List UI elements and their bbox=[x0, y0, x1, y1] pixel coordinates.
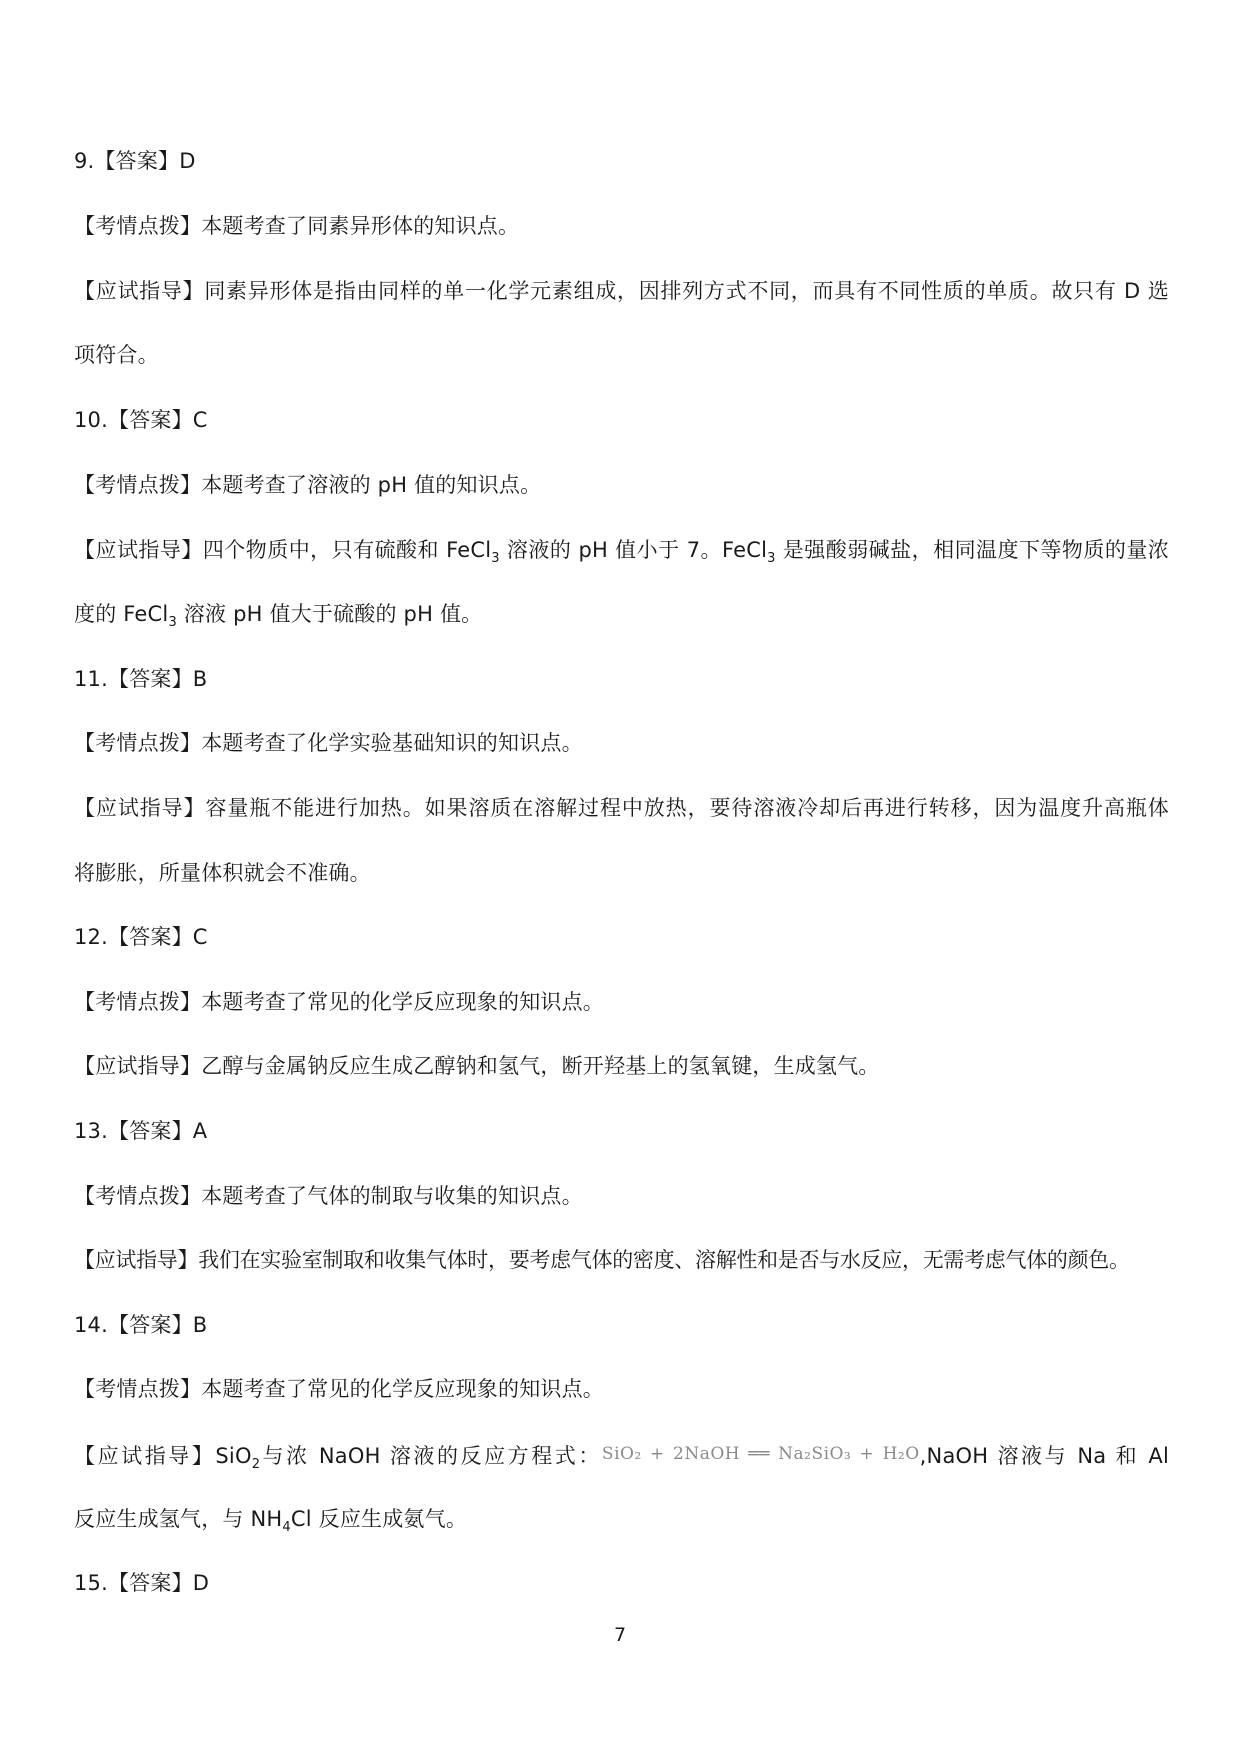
q14-equation: SiO₂ + 2NaOH ══ Na₂SiO₃ + H₂O bbox=[601, 1444, 920, 1464]
q14-guide-b: 与浓 NaOH 溶液的反应方程式： bbox=[260, 1444, 602, 1468]
q10-sub-b: 3 bbox=[767, 551, 776, 567]
q12-answer: 12.【答案】C bbox=[74, 925, 208, 949]
q12-point: 【考情点拨】本题考查了常见的化学反应现象的知识点。 bbox=[74, 990, 604, 1014]
q10-point: 【考情点拨】本题考查了溶液的 pH 值的知识点。 bbox=[74, 473, 542, 497]
q14-guide-line1 bbox=[74, 1439, 1169, 1480]
q14-guide-e: Cl 反应生成氨气。 bbox=[290, 1507, 468, 1531]
q9-point: 【考情点拨】本题考查了同素异形体的知识点。 bbox=[74, 214, 520, 238]
q9-guide-line1: 【应试指导】同素异形体是指由同样的单一化学元素组成，因排列方式不同，而具有不同性质的单质。故只有 D 选 bbox=[74, 279, 1169, 303]
q14-sub-4: 4 bbox=[282, 1520, 291, 1536]
q10-guide-b: 溶液的 pH 值小于 7。FeCl bbox=[499, 538, 768, 562]
q10-guide-line2 bbox=[74, 599, 1169, 638]
q15-answer: 15.【答案】D bbox=[74, 1571, 210, 1595]
q13-answer: 13.【答案】A bbox=[74, 1119, 208, 1143]
q13-point: 【考情点拨】本题考查了气体的制取与收集的知识点。 bbox=[74, 1184, 583, 1208]
q14-guide-a: 【应试指导】SiO bbox=[74, 1444, 252, 1468]
q9-answer: 9.【答案】D bbox=[74, 149, 196, 173]
q10-guide-d: 度的 FeCl bbox=[74, 602, 169, 626]
q10-guide-a: 【应试指导】四个物质中，只有硫酸和 FeCl bbox=[74, 538, 492, 562]
page-number: 7 bbox=[613, 1624, 627, 1646]
q10-guide-line1 bbox=[74, 535, 1169, 574]
q14-guide-d: 反应生成氢气，与 NH bbox=[74, 1507, 283, 1531]
q14-guide-line2 bbox=[74, 1504, 1169, 1543]
q11-point: 【考情点拨】本题考查了化学实验基础知识的知识点。 bbox=[74, 731, 583, 755]
q10-guide-c: 是强酸弱碱盐，相同温度下等物质的量浓 bbox=[775, 538, 1169, 562]
q14-point: 【考情点拨】本题考查了常见的化学反应现象的知识点。 bbox=[74, 1377, 604, 1401]
q11-answer: 11.【答案】B bbox=[74, 667, 208, 691]
q10-sub-c: 3 bbox=[168, 615, 177, 631]
q13-guide: 【应试指导】我们在实验室制取和收集气体时，要考虑气体的密度、溶解性和是否与水反应，无需考虑气体的颜色。 bbox=[74, 1248, 1130, 1272]
q10-answer: 10.【答案】C bbox=[74, 408, 208, 432]
q14-guide-c: ,NaOH 溶液与 Na 和 Al bbox=[919, 1444, 1170, 1468]
q14-answer: 14.【答案】B bbox=[74, 1313, 208, 1337]
q9-guide-line2: 项符合。 bbox=[74, 343, 159, 367]
q11-guide-line2: 将膨胀，所量体积就会不准确。 bbox=[74, 861, 371, 885]
q11-guide-line1: 【应试指导】容量瓶不能进行加热。如果溶质在溶解过程中放热，要待溶液冷却后再进行转移，因为温度升高瓶体 bbox=[74, 796, 1169, 820]
q12-guide: 【应试指导】乙醇与金属钠反应生成乙醇钠和氢气，断开羟基上的氢氧键，生成氢气。 bbox=[74, 1054, 880, 1078]
q10-guide-e: 溶液 pH 值大于硫酸的 pH 值。 bbox=[176, 602, 483, 626]
q14-sub-2: 2 bbox=[251, 1457, 261, 1473]
q10-sub-a: 3 bbox=[491, 551, 500, 567]
